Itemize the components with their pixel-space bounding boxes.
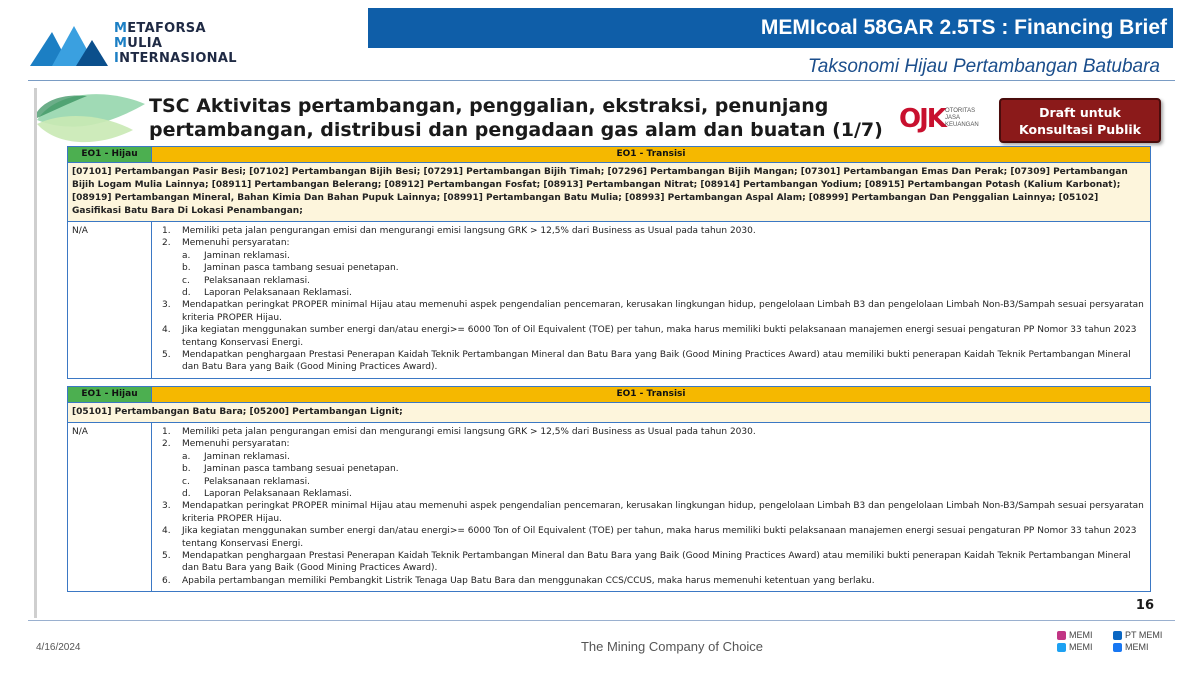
criteria-text: Mendapatkan peringkat PROPER minimal Hijau atau memenuhi aspek pengendalian pencemaran, kerusakan lingkungan hidup, pengelolaan Limbah B3 dan pengelolaan Limbah Non-B3/Sampah sesuai persyaratan kriteria PROPER Hijau. [182,300,1144,323]
criteria-item [162,225,1144,237]
criteria-subnum: c. [182,275,190,286]
criteria-item [162,324,1144,349]
social-label: MEMI [1069,630,1093,640]
criteria-text: Mendapatkan penghargaan Prestasi Penerapan Kaidah Teknik Pertambangan Mineral dan Batu Bara yang Baik (Good Mining Practices Award) atau memiliki bukti penerapan Kaidah Teknik Pertambangan Mineral dan Batu Bara yang Baik (Good Mining Practices Award). [182,350,1131,373]
ojk-text: OTORITAS JASA KEUANGAN [945,108,979,128]
footer-date: 4/16/2024 [36,642,81,653]
criteria-num: 3. [162,501,171,512]
criteria-text: Mendapatkan peringkat PROPER minimal Hijau atau memenuhi aspek pengendalian pencemaran, kerusakan lingkungan hidup, pengelolaan Limbah B3 dan pengelolaan Limbah Non-B3/Sampah sesuai persyaratan kriteria PROPER Hijau. [182,501,1144,524]
criteria-num: 5. [162,551,171,562]
twitter-icon [1057,643,1066,652]
social-label: MEMI [1125,642,1149,652]
criteria-item [162,550,1144,575]
col-header-transisi: EO1 - Transisi [152,387,1151,403]
draft-line-2: Konsultasi Publik [1019,122,1141,137]
criteria-subnum: b. [182,263,191,274]
criteria-subitem [182,488,1144,500]
criteria-subtext: Jaminan reklamasi. [204,250,290,261]
transisi-criteria [152,423,1151,592]
criteria-subtext: Pelaksanaan reklamasi. [204,476,310,487]
criteria-subtext: Laporan Pelaksanaan Reklamasi. [204,489,352,500]
slide-panel [34,88,1164,618]
col-header-transisi: EO1 - Transisi [152,147,1151,163]
draft-badge [999,98,1161,143]
draft-line-1: Draft untuk [1039,105,1121,120]
criteria-subitem [182,463,1144,475]
criteria-text: Jika kegiatan menggunakan sumber energi dan/atau energi>= 6000 Ton of Oil Equivalent (TOE) per tahun, maka harus memiliki bukti pelaksanaan manajemen energi sesuai pengaturan PP Nomor 33 tahun 2023 tentang Konservasi Energi. [182,325,1137,348]
tsc-table-2 [67,386,1151,592]
col-header-hijau: EO1 - Hijau [68,147,152,163]
social-instagram[interactable] [1057,630,1093,641]
criteria-text: Jika kegiatan menggunakan sumber energi dan/atau energi>= 6000 Ton of Oil Equivalent (TOE) per tahun, maka harus memiliki bukti pelaksanaan manajemen energi sesuai pengaturan PP Nomor 33 tahun 2023 tentang Konservasi Energi. [182,526,1137,549]
company-logo [30,18,237,74]
facebook-icon [1113,643,1122,652]
criteria-num: 1. [162,226,171,236]
criteria-text: Mendapatkan penghargaan Prestasi Penerapan Kaidah Teknik Pertambangan Mineral dan Batu Bara yang Baik (Good Mining Practices Award) atau memiliki bukti penerapan Kaidah Teknik Pertambangan Mineral dan Batu Bara yang Baik (Good Mining Practices Award). [182,551,1131,574]
linkedin-icon [1113,631,1122,640]
criteria-subtext: Jaminan pasca tambang sesuai penetapan. [204,464,399,475]
leaf-decoration-icon [37,90,147,148]
criteria-subnum: a. [182,250,191,261]
criteria-subitem [182,275,1144,287]
criteria-text: Memiliki peta jalan pengurangan emisi dan mengurangi emisi langsung GRK > 12,5% dari Business as Usual pada tahun 2030. [182,226,756,236]
header-title-bar [368,8,1173,48]
criteria-subtext: Jaminan pasca tambang sesuai penetapan. [204,263,399,274]
criteria-num: 3. [162,300,171,311]
criteria-item [162,575,1144,587]
social-twitter[interactable] [1057,642,1093,653]
transisi-criteria [152,222,1151,379]
criteria-num: 6. [162,575,171,586]
slide-title-line-1: TSC Aktivitas pertambangan, penggalian, ekstraksi, penunjang [149,95,829,117]
criteria-subitem [182,476,1144,488]
criteria-subnum: d. [182,288,191,299]
criteria-num: 4. [162,526,171,537]
header-title: MEMIcoal 58GAR 2.5TS : Financing Brief [760,16,1167,39]
criteria-num: 2. [162,439,171,450]
social-linkedin[interactable] [1113,630,1162,641]
kbli-codes: [07101] Pertambangan Pasir Besi; [07102] Pertambangan Bijih Besi; [07291] Pertambangan Bijih Timah; [07296] Pertambangan Bijih Mangan; [07301] Pertambangan Emas Dan Perak; [07309] Pertambangan Bijih Logam Mulia Lainnya; [08911] Pertambangan Belerang; [08912] Pertambangan Fosfat; [08913] Pertambangan Nitrat; [08914] Pertambangan Yodium; [08915] Pertambangan Potash (Kalium Karbonat); [08919] Pertambangan Mineral, Bahan Kimia Dan Bahan Pupuk Lainnya; [08991] Pertambangan Batu Mulia; [08993] Pertambangan Aspal Alam; [08999] Pertambangan Dan Penggalian Lainnya; [05102] Gasifikasi Batu Bara Di Lokasi Penambangan; [68,163,1151,222]
logo-line-1: METAFORSA [114,21,206,36]
criteria-subtext: Jaminan reklamasi. [204,451,290,462]
ojk-mark: OJK [899,104,945,134]
criteria-num: 5. [162,350,171,361]
criteria-sublist [182,250,1144,300]
logo-line-2: MULIA [114,36,163,51]
criteria-num: 2. [162,238,171,249]
social-facebook[interactable] [1113,642,1149,653]
page-number: 16 [1135,598,1154,613]
criteria-item [162,299,1144,324]
slide-title-line-2: pertambangan, distribusi dan pengadaan gas alam dan buatan (1/7) [149,119,883,141]
criteria-item [162,237,1144,299]
criteria-list [162,426,1144,587]
criteria-sublist [182,451,1144,501]
logo-line-3: INTERNASIONAL [114,51,237,66]
social-label: MEMI [1069,642,1093,652]
kbli-codes: [05101] Pertambangan Batu Bara; [05200] Pertambangan Lignit; [68,403,1151,423]
criteria-subnum: a. [182,451,191,462]
criteria-item [162,525,1144,550]
criteria-num: 4. [162,325,171,336]
tsc-table-1 [67,146,1151,379]
criteria-text: Memiliki peta jalan pengurangan emisi dan mengurangi emisi langsung GRK > 12,5% dari Business as Usual pada tahun 2030. [182,427,756,437]
criteria-text: Memenuhi persyaratan: [182,439,290,450]
logo-mark-icon [30,22,110,68]
hijau-value: N/A [68,222,152,379]
criteria-item [162,426,1144,438]
criteria-num: 1. [162,427,171,437]
criteria-item [162,349,1144,374]
col-header-hijau: EO1 - Hijau [68,387,152,403]
criteria-subitem [182,262,1144,274]
instagram-icon [1057,631,1066,640]
criteria-list [162,225,1144,374]
criteria-subitem [182,287,1144,299]
criteria-text: Apabila pertambangan memiliki Pembangkit Listrik Tenaga Uap Batu Bara dan menggunakan CCS/CCUS, maka harus memenuhi ketentuan yang berlaku. [182,575,875,586]
criteria-subnum: d. [182,489,191,500]
header-subtitle: Taksonomi Hijau Pertambangan Batubara [807,56,1160,77]
criteria-subtext: Laporan Pelaksanaan Reklamasi. [204,288,352,299]
criteria-text: Memenuhi persyaratan: [182,238,290,249]
social-label: PT MEMI [1125,630,1163,640]
header-divider [28,80,1175,81]
criteria-subnum: c. [182,476,190,487]
criteria-subtext: Pelaksanaan reklamasi. [204,275,310,286]
criteria-subitem [182,250,1144,262]
logo-text [114,21,237,66]
criteria-subnum: b. [182,464,191,475]
slide-title [149,94,883,142]
ojk-logo [899,104,989,138]
footer-tagline: The Mining Company of Choice [580,639,764,654]
footer-divider [28,620,1175,621]
hijau-value: N/A [68,423,152,592]
criteria-item [162,438,1144,500]
criteria-item [162,500,1144,525]
criteria-subitem [182,451,1144,463]
